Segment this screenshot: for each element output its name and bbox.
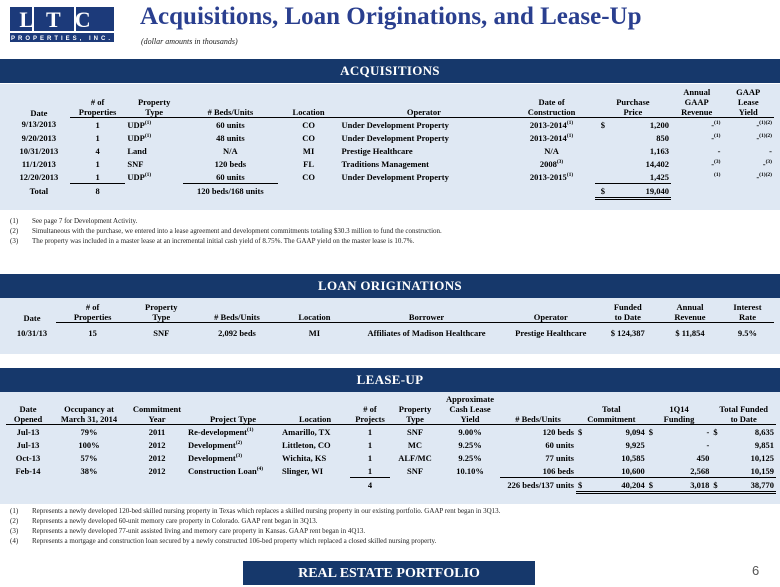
- page-number: 6: [752, 563, 760, 578]
- cell-annual-revenue-value: -: [711, 158, 715, 169]
- cell-location: CO: [302, 119, 315, 130]
- col-header-num-properties-1: # of: [85, 302, 100, 312]
- price-value: 14,402: [645, 158, 669, 169]
- cell-annual-revenue: [671, 144, 722, 157]
- cell-property-type: MC: [407, 439, 423, 450]
- price-value: 1,425: [649, 171, 669, 182]
- col-header-location: Location: [280, 414, 350, 425]
- cell-purchase-price: [595, 170, 671, 184]
- cell-beds-units: 48 units: [216, 132, 245, 143]
- price-value: 1,200: [649, 119, 669, 130]
- cell-empty: [671, 184, 722, 199]
- cell-construction: [508, 118, 594, 132]
- col-header-1q14-funding-1: 1Q14: [669, 404, 689, 414]
- total-row: [8, 184, 774, 199]
- col-header-num-properties-1: # of: [90, 97, 105, 107]
- col-header-num-properties-2: Properties: [70, 107, 126, 118]
- cell-project-type-value: Construction Loan: [188, 465, 257, 476]
- cell-total-funded: 10,159: [725, 464, 776, 478]
- cell-total-projects: 4: [367, 480, 373, 491]
- col-header-date-1: Date: [19, 404, 37, 414]
- cell-num-properties: 15: [88, 327, 97, 338]
- cell-num-properties: 1: [95, 158, 100, 169]
- cell-empty: [50, 478, 128, 493]
- footnote-marker: (1): [144, 171, 152, 178]
- cell-1q14-funding: 450: [696, 452, 710, 463]
- cell-beds-units: 60 units: [545, 439, 574, 450]
- cell-operator: Prestige Healthcare: [515, 327, 587, 338]
- cell-beds-units: N/A: [223, 145, 238, 156]
- cell-location: FL: [303, 158, 315, 169]
- cell-operator: Traditions Management: [341, 158, 429, 169]
- cell-commitment-year: 2012: [148, 452, 166, 463]
- cell-total-commitment: 9,925: [625, 439, 645, 450]
- cell-total-commitment-dollar: [576, 451, 590, 464]
- col-header-projects-2: Projects: [350, 414, 390, 425]
- col-header-annual-1: Annual: [676, 302, 704, 312]
- cell-location: CO: [302, 132, 315, 143]
- cell-empty: [339, 184, 508, 199]
- cell-empty: [722, 184, 774, 199]
- col-header-annual-gaap-3: Revenue: [671, 107, 722, 118]
- acquisitions-footnotes: [10, 217, 442, 247]
- footnote-marker: (2): [235, 439, 243, 446]
- cell-empty: [6, 478, 50, 493]
- loan-originations-section-header: LOAN ORIGINATIONS: [0, 274, 780, 298]
- cell-total-funded: 38,770: [725, 478, 776, 493]
- footnote-marker: (1): [714, 132, 721, 139]
- cell-cash-yield: 9.25%: [458, 452, 482, 463]
- cell-construction-value: 2013-2014: [529, 132, 567, 143]
- cell-lease-yield: [722, 170, 774, 184]
- col-header-rate-1: Interest: [733, 302, 762, 312]
- page-subtitle: (dollar amounts in thousands): [141, 37, 238, 46]
- table-row: [6, 464, 776, 478]
- cell-total-commitment: 10,600: [590, 464, 647, 478]
- col-header-project-type: Project Type: [186, 414, 280, 425]
- col-header-beds-units: # Beds/Units: [183, 107, 278, 118]
- cell-1q14-funding: 2,568: [661, 464, 712, 478]
- col-header-cash-yield-3: Yield: [440, 414, 500, 425]
- cell-funded: $ 124,387: [610, 327, 645, 338]
- cell-1q14-funding-dollar: [647, 451, 661, 464]
- col-header-date: Date: [30, 107, 48, 118]
- cell-beds-units: 77 units: [545, 452, 574, 463]
- col-header-total-commitment-2: Commitment: [576, 414, 647, 425]
- cell-borrower: Affiliates of Madison Healthcare: [367, 327, 486, 338]
- table-row: [6, 425, 776, 439]
- col-header-funded-2: to Date: [597, 312, 659, 323]
- table-row: [8, 118, 774, 132]
- footnote-marker: (1): [714, 171, 721, 178]
- footnote: (4) Represents a mortgage and construction loan secured by a newly constructed 106-bed property which replaced a closed skilled nursing property.: [10, 537, 437, 545]
- cell-1q14-funding: -: [706, 439, 710, 450]
- footnote: (1) Represents a newly developed 120-bed skilled nursing property in Texas which replaces a skilled nursing property in our existing portfolio. GAAP rent began in 3Q13.: [10, 507, 501, 515]
- cell-lease-yield-value: -: [756, 171, 760, 182]
- cell-num-properties: 1: [95, 119, 100, 130]
- footnote-marker: (1): [144, 119, 152, 126]
- cell-annual-revenue-value: -: [711, 132, 715, 143]
- cell-location: Littleton, CO: [282, 439, 331, 450]
- cell-cash-yield: 9.00%: [458, 426, 482, 437]
- table-row: [8, 170, 774, 184]
- cell-purchase-price: [595, 144, 671, 157]
- col-header-cash-yield-2: Cash Lease: [449, 404, 491, 414]
- col-header-property-type-1: Property: [145, 302, 178, 312]
- cell-property-type: [125, 157, 183, 170]
- footnote-marker: (3): [235, 452, 243, 459]
- cell-annual-revenue-value: -: [717, 145, 721, 156]
- cell-construction: [508, 144, 594, 157]
- cell-total-funded-dollar: [711, 438, 725, 451]
- cell-empty: [280, 478, 350, 493]
- col-header-borrower: Borrower: [348, 312, 505, 323]
- cell-operator: Under Development Property: [341, 171, 449, 182]
- col-header-gaap-lease-2: Lease: [737, 97, 759, 107]
- footnote-marker: (4): [256, 465, 264, 472]
- cell-construction-value: 2013-2014: [529, 119, 567, 130]
- cell-occupancy: 100%: [78, 439, 100, 450]
- footnote: (2) Simultaneous with the purchase, we entered into a lease agreement and development commitments totaling $30.3 million to fund the construction.: [10, 227, 442, 235]
- cell-project-type-value: Development: [188, 452, 236, 463]
- cell-empty: [186, 478, 280, 493]
- footnote: (3) The property was included in a master lease at an incremental initial cash yield of 8.75%. The GAAP yield on the master lease is 10.7%.: [10, 237, 415, 245]
- cell-property-type-value: UDP: [127, 171, 145, 182]
- cell-lease-yield-value: -: [756, 132, 760, 143]
- col-header-purchase-2: Price: [595, 107, 671, 118]
- footnote-marker: (1)(2): [759, 132, 772, 139]
- cell-lease-yield-value: -: [769, 145, 772, 156]
- cell-operator: Under Development Property: [341, 119, 449, 130]
- cell-annual-revenue: [671, 170, 722, 184]
- price-value: 850: [656, 132, 669, 143]
- cell-occupancy: 38%: [80, 465, 98, 476]
- footnote-marker: (1): [566, 171, 574, 178]
- cell-date: 12/20/2013: [19, 171, 59, 182]
- price-value: 19,040: [645, 185, 669, 196]
- col-header-location: Location: [278, 107, 340, 118]
- cell-total-commitment: 40,204: [590, 478, 647, 493]
- cell-date: 10/31/2013: [19, 145, 59, 156]
- table-row: [6, 451, 776, 464]
- cell-operator: Prestige Healthcare: [341, 145, 413, 156]
- cell-total-funded-dollar: $: [711, 478, 725, 493]
- cell-location: Wichita, KS: [282, 452, 327, 463]
- cell-construction-value: N/A: [544, 145, 559, 156]
- footnote-marker: (1): [144, 132, 152, 139]
- cell-empty: [440, 478, 500, 493]
- footnote-marker: (3): [765, 158, 772, 165]
- cell-total-commitment: 9,094: [625, 426, 645, 437]
- cell-num-properties: 1: [95, 132, 100, 143]
- cell-annual-revenue: [671, 118, 722, 132]
- col-header-property-type-2: Type: [125, 107, 183, 118]
- cell-beds-units: 106 beds: [500, 464, 576, 478]
- cell-location: MI: [302, 145, 315, 156]
- col-header-commitment-year-2: Year: [128, 414, 186, 425]
- price-value: 1,163: [649, 145, 669, 156]
- cell-projects: 1: [367, 426, 373, 437]
- table-row: [8, 131, 774, 144]
- col-header-beds-units: # Beds/Units: [193, 312, 280, 323]
- col-header-date: Date: [23, 312, 41, 323]
- cell-beds-units: 120 beds: [214, 158, 247, 169]
- cell-1q14-funding: -: [706, 426, 710, 437]
- cell-property-type: SNF: [406, 465, 424, 476]
- cell-property-type: SNF: [153, 327, 170, 338]
- footnote-marker: (1): [714, 119, 721, 126]
- cell-annual-revenue: [671, 157, 722, 170]
- footnote-marker: (1)(2): [759, 171, 772, 178]
- cell-total-commitment-dollar: $: [576, 478, 590, 493]
- footnote-marker: (1)(2): [759, 119, 772, 126]
- cell-commitment-year: 2012: [148, 439, 166, 450]
- cell-lease-yield-value: -: [762, 158, 766, 169]
- cell-num-properties: 1: [95, 171, 100, 182]
- cell-cash-yield: 10.10%: [456, 465, 484, 476]
- col-header-beds-units: # Beds/Units: [500, 414, 576, 425]
- cell-project-type: [186, 438, 280, 451]
- col-header-cash-yield-1: Approximate: [445, 394, 494, 404]
- cell-empty: [508, 184, 594, 199]
- acquisitions-table: [8, 87, 774, 200]
- page-title: Acquisitions, Loan Originations, and Lease-Up: [140, 3, 642, 30]
- cell-beds-units: 60 units: [216, 119, 245, 130]
- cell-annual-revenue: $ 11,854: [675, 327, 705, 338]
- cell-property-type: [125, 131, 183, 144]
- footnote: (1) See page 7 for Development Activity.: [10, 217, 138, 225]
- cell-purchase-price: [595, 157, 671, 170]
- cell-total-funded-dollar: [711, 451, 725, 464]
- cell-date: Oct-13: [15, 452, 41, 463]
- col-header-property-type-2: Type: [390, 414, 440, 425]
- cell-date: Jul-13: [16, 426, 40, 437]
- table-row: [8, 144, 774, 157]
- cell-total-commitment: 10,585: [621, 452, 645, 463]
- cell-construction: [508, 170, 594, 184]
- lease-up-section-header: LEASE-UP: [0, 368, 780, 392]
- cell-occupancy: 79%: [80, 426, 98, 437]
- cell-commitment-year: 2012: [148, 465, 166, 476]
- col-header-projects-1: # of: [363, 404, 377, 414]
- col-header-occupancy-2: March 31, 2014: [50, 414, 128, 425]
- cell-interest-rate: 9.5%: [737, 327, 758, 338]
- cell-location: Amarillo, TX: [282, 426, 331, 437]
- cell-beds-units: 60 units: [216, 171, 245, 182]
- cell-empty: [128, 478, 186, 493]
- cell-property-type-value: SNF: [127, 158, 144, 169]
- cell-property-type-value: Land: [127, 145, 147, 156]
- cell-construction-value: 2008: [539, 158, 557, 169]
- col-header-date-construction-1: Date of: [538, 97, 565, 107]
- cell-lease-yield: [722, 131, 774, 144]
- cell-operator: Under Development Property: [341, 132, 449, 143]
- cell-commitment-year: 2011: [148, 426, 166, 437]
- cell-beds-units: 120 beds: [542, 426, 574, 437]
- cell-1q14-funding-dollar: [647, 438, 661, 451]
- cell-projects: 1: [367, 439, 373, 450]
- col-header-operator: Operator: [505, 312, 597, 323]
- cell-1q14-funding-dollar: [647, 464, 661, 478]
- cell-total-1q14-funding-dollar: $: [647, 478, 661, 493]
- cell-purchase-price: [595, 131, 671, 144]
- cell-total-funded-dollar: [711, 464, 725, 478]
- acquisitions-section-header: ACQUISITIONS: [0, 59, 780, 83]
- cell-empty: [278, 184, 340, 199]
- svg-text:PROPERTIES, INC.: PROPERTIES, INC.: [10, 36, 114, 42]
- cell-project-type-value: Development: [188, 439, 236, 450]
- cell-property-type: ALF/MC: [398, 452, 432, 463]
- col-header-gaap-lease-1: GAAP: [736, 87, 761, 97]
- col-header-rate-2: Rate: [721, 312, 774, 323]
- cell-total-funded: 10,125: [750, 452, 774, 463]
- cell-property-type-value: UDP: [127, 132, 145, 143]
- col-header-property-type-2: Type: [129, 312, 193, 323]
- cell-lease-yield: [722, 157, 774, 170]
- col-header-funded-1: Funded: [613, 302, 642, 312]
- cell-lease-yield-value: -: [756, 119, 760, 130]
- footer-banner: REAL ESTATE PORTFOLIO: [243, 561, 535, 585]
- cell-total-funded: 8,635: [754, 426, 774, 437]
- svg-text:LTC: LTC: [19, 7, 105, 32]
- cell-date: Feb-14: [15, 465, 41, 476]
- cell-annual-revenue: [671, 131, 722, 144]
- col-header-gaap-lease-3: Yield: [722, 107, 774, 118]
- col-header-num-properties-2: Properties: [56, 312, 129, 323]
- cell-project-type: [186, 425, 280, 439]
- cell-property-type: [125, 118, 183, 132]
- cell-occupancy: 57%: [80, 452, 98, 463]
- col-header-total-commitment-1: Total: [602, 404, 621, 414]
- cell-total-beds: 226 beds/137 units: [507, 480, 574, 491]
- col-header-purchase-1: Purchase: [616, 97, 650, 107]
- col-header-annual-gaap-2: GAAP: [684, 97, 709, 107]
- col-header-1q14-funding-2: Funding: [647, 414, 712, 425]
- cell-property-type: [125, 170, 183, 184]
- col-header-occupancy-1: Occupancy at: [64, 404, 114, 414]
- footnote-marker: (1): [566, 132, 574, 139]
- cell-total-commitment-dollar: [576, 438, 590, 451]
- cell-project-type: [186, 464, 280, 478]
- cell-projects: 1: [350, 464, 390, 478]
- col-header-annual-gaap-1: Annual: [683, 87, 711, 97]
- cell-cash-yield: 9.25%: [458, 439, 482, 450]
- dollar-sign: $: [600, 119, 606, 130]
- cell-construction-value: 2013-2015: [529, 171, 567, 182]
- col-header-total-funded-1: Total Funded: [719, 404, 768, 414]
- cell-location: MI: [308, 327, 321, 338]
- col-header-property-type-1: Property: [398, 404, 432, 414]
- col-header-total-funded-2: to Date: [711, 414, 776, 425]
- loan-originations-table: [8, 302, 774, 343]
- cell-annual-revenue-value: -: [711, 119, 715, 130]
- cell-date: 10/31/13: [16, 327, 48, 338]
- col-header-date-construction-2: Construction: [508, 107, 594, 118]
- cell-date: 9/20/2013: [21, 132, 57, 143]
- cell-property-type: SNF: [406, 426, 424, 437]
- cell-date: 9/13/2013: [21, 119, 57, 130]
- cell-total-commitment-dollar: $: [578, 426, 583, 437]
- total-row: [6, 478, 776, 493]
- table-row: [8, 157, 774, 170]
- cell-date: Jul-13: [16, 439, 40, 450]
- cell-project-type-value: Re-development: [188, 426, 248, 437]
- cell-location: CO: [302, 171, 315, 182]
- cell-property-type: [125, 144, 183, 157]
- dollar-sign: $: [600, 185, 606, 196]
- cell-total-label: Total: [29, 186, 49, 196]
- table-row: [6, 438, 776, 451]
- cell-total-price: [595, 184, 671, 199]
- cell-total-beds: 120 beds/168 units: [183, 184, 278, 199]
- cell-total-funded: 9,851: [754, 439, 774, 450]
- table-row: [8, 323, 774, 343]
- cell-property-type-value: UDP: [127, 119, 145, 130]
- cell-construction: [508, 157, 594, 170]
- cell-num-properties: 4: [95, 145, 100, 156]
- col-header-date-2: Opened: [6, 414, 50, 425]
- cell-lease-yield: [722, 144, 774, 157]
- lease-up-footnotes: [10, 507, 500, 547]
- footnote-marker: (3): [556, 158, 564, 165]
- col-header-annual-2: Revenue: [659, 312, 721, 323]
- cell-1q14-funding-dollar: $: [648, 426, 653, 437]
- footnote-marker: (1): [566, 119, 574, 126]
- col-header-property-type-1: Property: [137, 97, 171, 107]
- footnote-marker: (3): [714, 158, 721, 165]
- cell-purchase-price: [595, 118, 671, 132]
- footnote: (2) Represents a newly developed 60-unit memory care property in Colorado. GAAP rent began in 3Q13.: [10, 517, 318, 525]
- ltc-logo: [6, 5, 118, 45]
- col-header-commitment-year-1: Commitment: [132, 404, 182, 414]
- cell-beds-units: 2,092 beds: [218, 327, 256, 338]
- cell-construction: [508, 131, 594, 144]
- cell-total-1q14-funding: 3,018: [661, 478, 712, 493]
- cell-lease-yield: [722, 118, 774, 132]
- cell-empty: [125, 184, 183, 199]
- footnote: (3) Represents a newly developed 77-unit assisted living and memory care property in Kansas. GAAP rent began in 4Q13.: [10, 527, 366, 535]
- cell-projects: 1: [367, 452, 373, 463]
- cell-date: 11/1/2013: [21, 158, 56, 169]
- cell-project-type: [186, 451, 280, 464]
- col-header-location: Location: [281, 312, 348, 323]
- footnote-marker: (1): [247, 426, 254, 433]
- cell-total-commitment-dollar: [576, 464, 590, 478]
- cell-location: Slinger, WI: [282, 465, 324, 476]
- cell-empty: [390, 478, 440, 493]
- lease-up-table: [6, 394, 776, 494]
- cell-total-num: 8: [70, 184, 126, 199]
- col-header-operator: Operator: [339, 107, 508, 118]
- cell-total-funded-dollar: $: [713, 426, 718, 437]
